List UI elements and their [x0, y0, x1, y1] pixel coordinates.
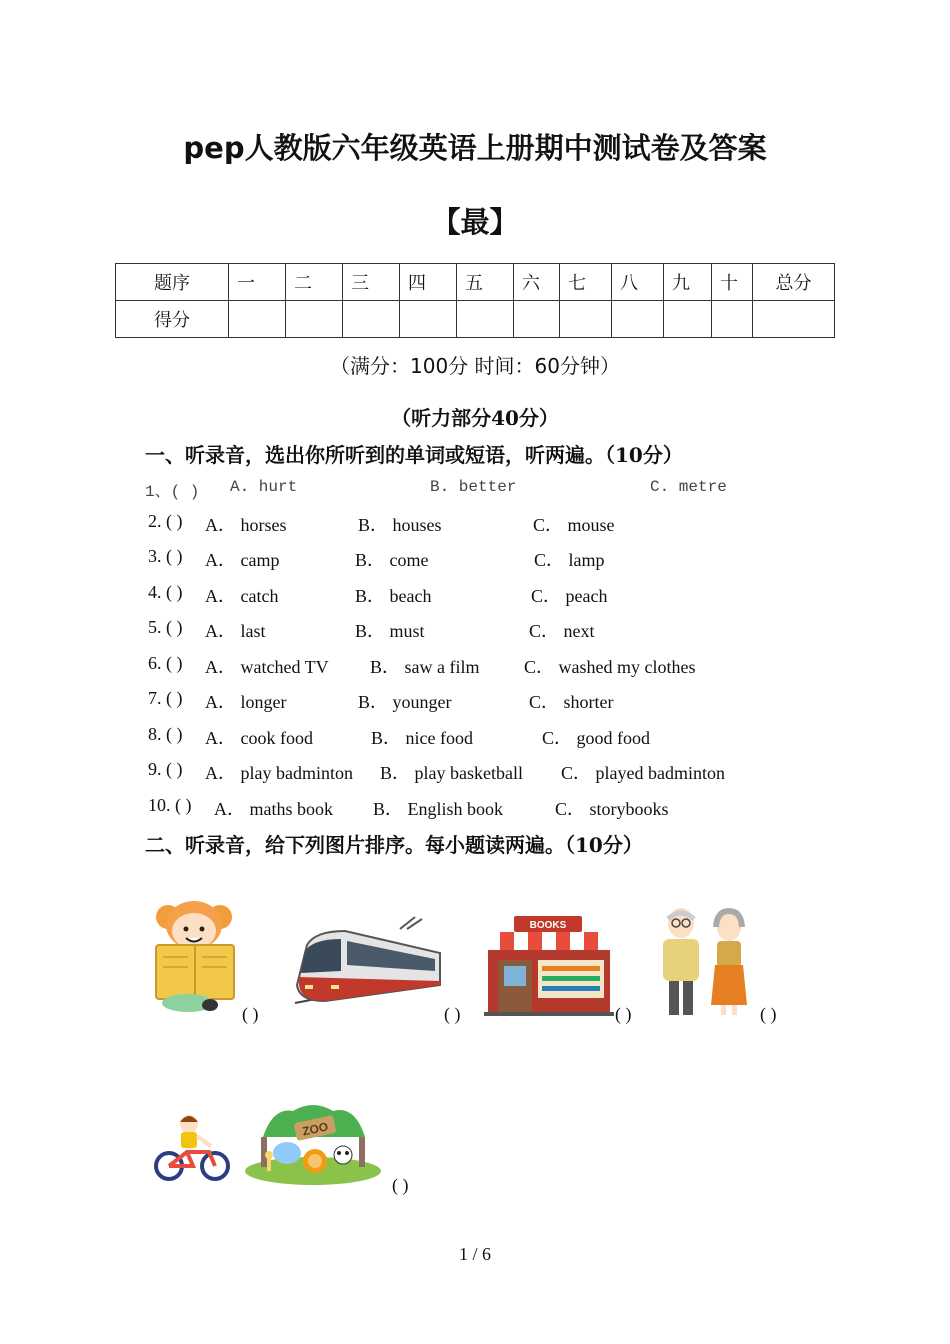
girl-shirt [181, 1132, 197, 1148]
grandma-skirt [711, 965, 747, 1005]
option-a[interactable]: A． camp [205, 550, 280, 570]
option-a[interactable]: A． horses [205, 515, 287, 535]
row-label: 得分 [116, 301, 229, 338]
answer-blank[interactable]: ( ) [242, 1004, 259, 1024]
option-c[interactable]: C． shorter [529, 692, 614, 712]
score-table-header-row [116, 264, 835, 301]
option-c[interactable]: C． good food [542, 728, 650, 748]
girl-reading-picture [148, 895, 238, 1017]
score-cell[interactable] [286, 301, 343, 338]
header-cell: 六 [514, 264, 560, 301]
option-c[interactable]: C． mouse [533, 515, 615, 535]
question-number: 3. ( ) [148, 546, 183, 566]
header-cell: 一 [229, 264, 286, 301]
grandma-top [717, 941, 741, 967]
face [172, 913, 216, 949]
tram-picture [285, 915, 445, 1015]
option-b[interactable]: B． must [355, 621, 425, 641]
grandparents-picture [655, 905, 755, 1020]
option-b[interactable]: B． play basketball [380, 763, 523, 783]
question-number: 4. ( ) [148, 582, 183, 602]
header-cell: 总分 [753, 264, 835, 301]
option-b[interactable]: B． come [355, 550, 429, 570]
option-a[interactable]: A． play badminton [205, 763, 353, 783]
question-number: 9. ( ) [148, 759, 183, 779]
header-cell: 三 [343, 264, 400, 301]
option-b[interactable]: B． beach [355, 586, 432, 606]
question-number: 2. ( ) [148, 511, 183, 531]
tram-stripe [299, 977, 440, 1001]
option-b[interactable]: B． younger [358, 692, 452, 712]
score-cell[interactable] [400, 301, 457, 338]
page-title-suffix: 【最】 [431, 205, 519, 239]
answer-blank[interactable]: ( ) [615, 1004, 632, 1024]
option-b[interactable]: B． nice food [371, 728, 473, 748]
header-cell: 二 [286, 264, 343, 301]
elephant [273, 1142, 301, 1164]
question-number: 7. ( ) [148, 688, 183, 708]
option-c[interactable]: C． played badminton [561, 763, 725, 783]
grandpa-sweater [663, 939, 699, 981]
header-cell: 五 [457, 264, 514, 301]
option-c[interactable]: C． washed my clothes [524, 657, 696, 677]
giraffe [265, 1151, 273, 1159]
option-b[interactable]: B． houses [358, 515, 442, 535]
option-a[interactable]: A. hurt [230, 478, 298, 496]
score-cell[interactable] [753, 301, 835, 338]
score-cell[interactable] [712, 301, 753, 338]
bookstore-picture [482, 914, 616, 1018]
header-cell: 九 [664, 264, 712, 301]
zoo-picture [243, 1097, 383, 1187]
option-a[interactable]: A． maths book [214, 799, 333, 819]
option-c[interactable]: C． peach [531, 586, 608, 606]
question-number: 8. ( ) [148, 724, 183, 744]
option-b[interactable]: B． saw a film [370, 657, 480, 677]
header-cell: 八 [612, 264, 664, 301]
option-a[interactable]: A． last [205, 621, 266, 641]
section-1-heading: 一、听录音，选出你所听到的单词或短语，听两遍。（10分） [145, 443, 683, 467]
question-number: 10. ( ) [148, 795, 192, 815]
score-cell[interactable] [664, 301, 712, 338]
part-heading: （听力部分40分） [391, 406, 559, 430]
header-cell: 四 [400, 264, 457, 301]
panda [334, 1146, 352, 1164]
score-cell[interactable] [612, 301, 664, 338]
girl-bike-picture [153, 1112, 233, 1188]
score-table [115, 263, 835, 338]
option-c[interactable]: C． storybooks [555, 799, 669, 819]
option-b[interactable]: B. better [430, 478, 517, 496]
score-cell[interactable] [457, 301, 514, 338]
zoo-sign-text: ZOO [301, 1119, 330, 1139]
option-c[interactable]: C． next [529, 621, 595, 641]
option-a[interactable]: A． catch [205, 586, 279, 606]
answer-blank[interactable]: ( ) [444, 1004, 461, 1024]
bookstore-sign-text: BOOKS [529, 920, 567, 931]
score-table-score-row [116, 301, 835, 338]
answer-blank[interactable]: ( ) [392, 1175, 409, 1195]
option-c[interactable]: C． lamp [534, 550, 605, 570]
exam-info: （满分：100分 时间：60分钟） [330, 354, 620, 378]
section-2-heading: 二、听录音，给下列图片排序。每小题读两遍。（10分） [145, 833, 643, 857]
page-number: 1 / 6 [458, 1244, 491, 1264]
option-b[interactable]: B． English book [373, 799, 504, 819]
question-number: 5. ( ) [148, 617, 183, 637]
score-cell[interactable] [229, 301, 286, 338]
option-a[interactable]: A． longer [205, 692, 287, 712]
question-number: 1、( ) [145, 483, 200, 501]
header-cell: 七 [560, 264, 612, 301]
question-number: 6. ( ) [148, 653, 183, 673]
option-c[interactable]: C. metre [650, 478, 727, 496]
score-cell[interactable] [514, 301, 560, 338]
header-cell: 十 [712, 264, 753, 301]
answer-blank[interactable]: ( ) [760, 1004, 777, 1024]
score-cell[interactable] [560, 301, 612, 338]
option-a[interactable]: A． watched TV [205, 657, 329, 677]
header-cell: 题序 [116, 264, 229, 301]
option-a[interactable]: A． cook food [205, 728, 313, 748]
score-cell[interactable] [343, 301, 400, 338]
page-title: pep人教版六年级英语上册期中测试卷及答案 [183, 131, 767, 165]
